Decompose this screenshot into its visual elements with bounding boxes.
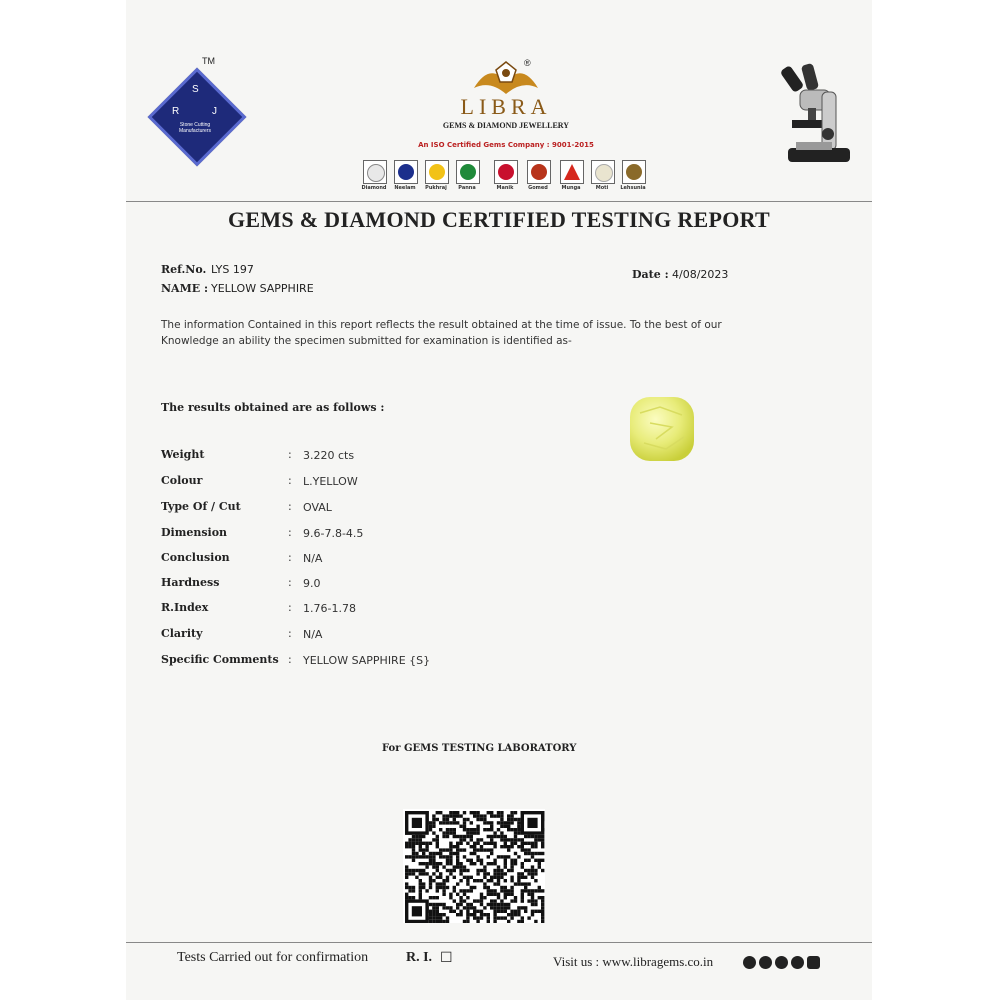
result-label-clarity: Clarity	[161, 627, 203, 640]
footer-checkbox[interactable]: ☐	[440, 950, 453, 966]
lab-signature-line: For GEMS TESTING LABORATORY	[382, 743, 577, 754]
result-colon-specific-comments: :	[288, 653, 292, 666]
gem-neelam-icon	[394, 160, 418, 184]
result-colon-colour: :	[288, 474, 292, 487]
result-value-type-cut: OVAL	[303, 501, 332, 514]
gem-label-diamond: Diamond	[361, 185, 387, 191]
gem-label-neelam: Neelam	[394, 185, 416, 191]
result-colon-weight: :	[288, 448, 292, 461]
brand-name: LIBRA	[460, 94, 552, 119]
srj-diamond-mark	[148, 68, 247, 167]
result-colon-type-cut: :	[288, 500, 292, 513]
gem-gomed-icon	[527, 160, 551, 184]
result-label-colour: Colour	[161, 474, 203, 487]
gem-label-munga: Munga	[561, 185, 581, 191]
gem-lehsunia-swatch	[626, 164, 642, 180]
gem-pukhraj-icon	[425, 160, 449, 184]
gem-lehsunia-icon	[622, 160, 646, 184]
gem-manik-swatch	[498, 164, 514, 180]
intro-line-2: Knowledge an ability the specimen submitted for examination is identified as-	[161, 335, 572, 347]
gem-panna-swatch	[460, 164, 476, 180]
result-colon-rindex: :	[288, 601, 292, 614]
gem-gomed-swatch	[531, 164, 547, 180]
name-label: NAME :	[161, 282, 209, 295]
result-colon-hardness: :	[288, 576, 292, 589]
ref-value: LYS 197	[211, 263, 254, 276]
gem-munga-swatch	[564, 164, 580, 180]
result-label-weight: Weight	[161, 448, 205, 461]
gem-diamond-icon	[363, 160, 387, 184]
report-title: GEMS & DIAMOND CERTIFIED TESTING REPORT	[227, 207, 771, 232]
date-label: Date :	[632, 268, 669, 281]
brand-iso: An ISO Certified Gems Company : 9001-2015	[418, 141, 594, 149]
srj-logo-letter-r: R	[172, 106, 180, 117]
result-label-dimension: Dimension	[161, 526, 228, 539]
result-value-weight: 3.220 cts	[303, 449, 355, 462]
facebook-icon[interactable]	[743, 956, 756, 969]
result-value-rindex: 1.76-1.78	[303, 602, 356, 615]
gem-manik-icon	[494, 160, 518, 184]
result-label-type-cut: Type Of / Cut	[161, 500, 241, 513]
social-icons	[743, 956, 823, 970]
result-label-rindex: R.Index	[161, 601, 209, 614]
srj-logo-letter-s: S	[192, 84, 199, 95]
gem-moti-icon	[591, 160, 615, 184]
result-label-hardness: Hardness	[161, 576, 220, 589]
qr-code[interactable]	[403, 809, 545, 923]
results-heading: The results obtained are as follows :	[161, 401, 385, 414]
twitter-icon[interactable]	[775, 956, 788, 969]
result-colon-dimension: :	[288, 526, 292, 539]
result-value-specific-comments: YELLOW SAPPHIRE {S}	[303, 654, 431, 667]
gem-label-moti: Moti	[595, 185, 609, 191]
gem-pukhraj-swatch	[429, 164, 445, 180]
libra-crest-icon	[470, 58, 542, 98]
result-value-conclusion: N/A	[303, 552, 323, 565]
result-value-clarity: N/A	[303, 628, 323, 641]
srj-logo-letter-j: J	[212, 106, 217, 117]
gem-label-gomed: Gomed	[528, 185, 548, 191]
srj-logo-caption: Stone Cutting Manufacturers	[179, 122, 211, 134]
srj-logo-tm: TM	[202, 56, 215, 66]
yellow-sapphire-stone	[626, 393, 698, 465]
result-label-conclusion: Conclusion	[161, 551, 230, 564]
srj-logo	[140, 56, 250, 170]
gem-label-lehsunia: Lehsunia	[620, 185, 646, 191]
gem-diamond-swatch	[367, 164, 385, 182]
footer-ri: R. I.	[406, 950, 433, 965]
footer-tests: Tests Carried out for confirmation	[177, 950, 369, 965]
youtube-icon[interactable]	[791, 956, 804, 969]
gem-label-manik: Manik	[496, 185, 514, 191]
gem-label-panna: Panna	[458, 185, 476, 191]
gem-panna-icon	[456, 160, 480, 184]
result-label-specific-comments: Specific Comments	[161, 653, 279, 666]
brand-subtitle: GEMS & DIAMOND JEWELLERY	[442, 121, 570, 130]
gem-label-pukhraj: Pukhraj	[425, 185, 447, 191]
result-colon-clarity: :	[288, 627, 292, 640]
gem-munga-icon	[560, 160, 584, 184]
whatsapp-icon[interactable]	[759, 956, 772, 969]
instagram-icon[interactable]	[807, 956, 820, 969]
ref-label: Ref.No.	[161, 263, 207, 276]
microscope-icon	[778, 62, 860, 172]
result-value-colour: L.YELLOW	[303, 475, 358, 488]
gem-moti-swatch	[595, 164, 613, 182]
date-value: 4/08/2023	[672, 268, 729, 281]
footer-rule	[126, 942, 872, 943]
name-value: YELLOW SAPPHIRE	[211, 282, 314, 295]
brand-registered: ®	[524, 58, 531, 68]
footer-visit[interactable]: Visit us : www.libragems.co.in	[553, 954, 714, 969]
intro-line-1: The information Contained in this report reflects the result obtained at the time of issue. To the best of our	[161, 319, 722, 331]
result-value-dimension: 9.6-7.8-4.5	[303, 527, 364, 540]
result-colon-conclusion: :	[288, 551, 292, 564]
gem-neelam-swatch	[398, 164, 414, 180]
result-value-hardness: 9.0	[303, 577, 321, 590]
header-rule	[126, 201, 872, 202]
